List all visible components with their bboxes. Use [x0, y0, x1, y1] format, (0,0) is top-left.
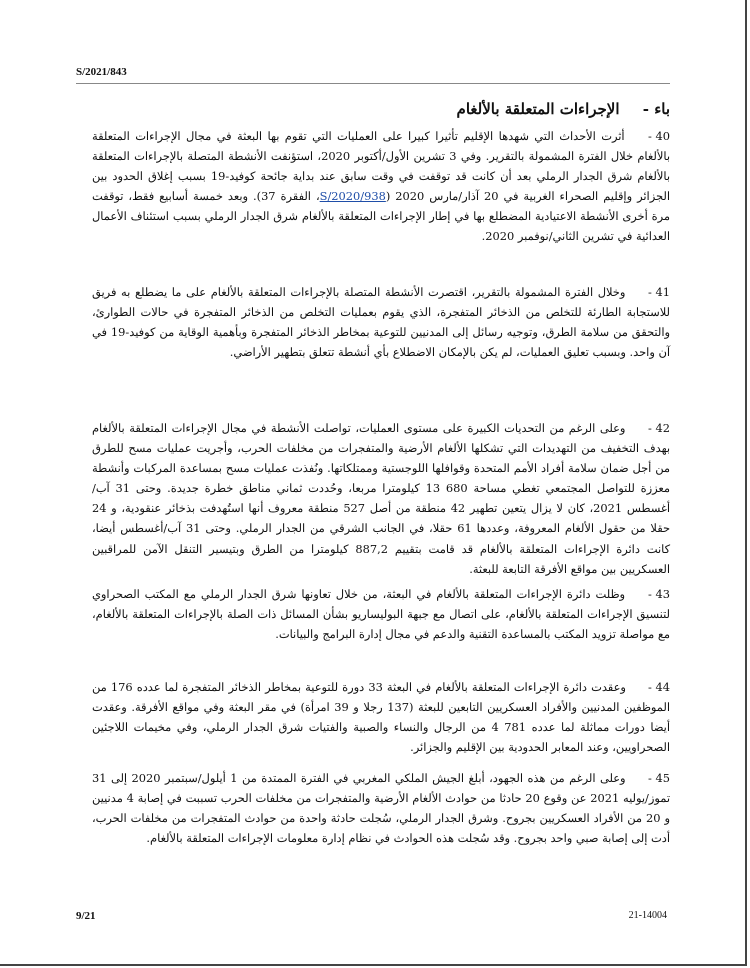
paragraph-44 — [92, 677, 670, 757]
paragraph-number: 41 - — [648, 285, 670, 299]
document-reference-link[interactable]: S/2020/938 — [319, 189, 386, 204]
paragraph-text: وظلت دائرة الإجراءات المتعلقة بالألغام في البعثة، من خلال تعاونها شرق الجدار الرملي مع المكتب الصحراوي لتنسيق الإجراءات المتعلقة بالألغام، على اتصال مع جبهة البوليساريو بشأن المسائل ذات الصلة بالإجراءات المتعلقة بالألغام، مع مواصلة تزويد المكتب بالمساعدة التقنية والدعم في مجال إدارة البرامج والبيانات. — [92, 587, 670, 642]
paragraph-number: 45 - — [648, 771, 670, 785]
paragraph-text: وعلى الرغم من هذه الجهود، أبلغ الجيش الملكي المغربي في الفترة الممتدة من 1 أيلول/سبتمبر 2020 إلى 31 تموز/يوليه 2021 عن وقوع 20 حادثا من حوادث الألغام الأرضية والمتفجرات من مخلفات الحرب تسببت في إصابة 4 مدنيين و 20 من الأفراد العسكريين بجروح. وشرق الجدار الرملي، سُجلت حادثة واحدة من حوادث المتفجرات من مخلفات الحرب، أدت إلى إصابة صبي واحد بجروح. وقد سُجلت هذه الحوادث في نظام إدارة معلومات الإجراءات المتعلقة بالألغام. — [92, 771, 671, 846]
paragraph-text: أثرت الأحداث التي شهدها الإقليم تأثيرا كبيرا على العمليات التي تقوم بها البعثة في مجال الإجراءات المتعلقة بالألغام خلال الفترة المشمولة بالتقرير. وفي 3 تشرين الأول/أكتوبر 2020، استؤنفت الأنشطة المتصلة بالإجراءات المتعلقة بالألغام شرق الجدار الرملي بعد أن كانت قد توقفت في وقت سابق عند بداية جائحة كوفيد-19 بسبب إغلاق الحدود بين الجزائر وإقليم الصحراء الغربية في 20 آذار/مارس 2020 ( — [92, 129, 670, 204]
paragraph-text-continued: ، الفقرة 37). وبعد خمسة أسابيع فقط، توقفت مرة أخرى الأنشطة الاعتيادية المضطلع بها في إطار الإجراءات المتعلقة بالألغام شرق الجدار الرملي بسبب استئناف الأعمال العدائية في تشرين الثاني/نوفمبر 2020. — [92, 189, 670, 244]
page-number: 9/21 — [76, 910, 96, 922]
paragraph-number: 44 - — [648, 680, 670, 694]
paragraph-42 — [92, 418, 670, 579]
document-code: 21-14004 — [628, 910, 667, 921]
document-symbol: S/2021/843 — [76, 66, 127, 78]
paragraph-number: 42 - — [648, 421, 671, 435]
paragraph-45 — [92, 768, 670, 848]
paragraph-40 — [92, 126, 670, 247]
header-divider — [76, 83, 670, 84]
paragraph-text: وخلال الفترة المشمولة بالتقرير، اقتصرت الأنشطة المتصلة بالإجراءات المتعلقة بالألغام على ما يضطلع به فريق للاستجابة الطارئة للتخلص من الذخائر المتفجرة، الذي يقوم بعمليات التخلص من الذخائر المتفجرة في حالات الطوارئ، والتحقق من سلامة الطرق، وتوجيه رسائل إلى المدنيين للتوعية بمخاطر الذخائر المتفجرة وبأهمية الوقاية من كوفيد-19 في آن واحد. وبسبب تعليق العمليات، لم يكن بالإمكان الاضطلاع بأي أنشطة تتعلق بتطهير الأراضي. — [92, 285, 670, 360]
paragraph-number: 40 - — [648, 129, 671, 143]
paragraph-43 — [92, 584, 670, 644]
section-heading — [76, 100, 670, 118]
paragraph-text: وعلى الرغم من التحديات الكبيرة على مستوى العمليات، تواصلت الأنشطة في مجال الإجراءات المتعلقة بالألغام بهدف التخفيف من التهديدات التي تشكلها الألغام الأرضية والمتفجرات من مخلفات الحرب، وأجريت عمليات مسح للطرق من أجل ضمان سلامة أفراد الأمم المتحدة وقوافلها اللوجستية وممتلكاتها. ونُفذت عمليات مسح بمساعدة المركبات وأنشطة معززة للتواصل المجتمعي تغطي مساحة 680 13 كيلومترا مربعا، وحُددت ثماني مناطق خطرة جديدة. وحتى 31 آب/أغسطس 2021، كان لا يزال يتعين تطهير 42 منطقة من أصل 527 منطقة معروف أنها استُهدفت بذخائر عنقودية، و 24 حقلا من حقول الألغام المعروفة، وعددها 61 حقلا، في الجانب الشرقي من الجدار الرملي. وحتى 31 آب/أغسطس أيضا، كانت دائرة الإجراءات المتعلقة بالألغام قد قامت بتقييم 887,2 كيلومترا من الطرق وبتيسير التنقل الآمن للمراقبين العسكريين بين مواقع الأفرقة التابعة للبعثة. — [92, 421, 671, 576]
section-label: باء - — [642, 100, 670, 118]
paragraph-text: وعقدت دائرة الإجراءات المتعلقة بالألغام في البعثة 33 دورة للتوعية بمخاطر الذخائر المتفجرة لما عدده 176 من الموظفين المدنيين والأفراد العسكريين التابعين للبعثة (137 رجلا و 39 امرأة) في مقر البعثة وفي مواقع الأفرقة. وعقدت أيضا دورات مماثلة لما عدده 781 4 من الرجال والنساء والصبية والفتيات شرق الجدار الرملي، وفي مخيمات اللاجئين الصحراويين، وعند المعابر الحدودية بين الإقليم والجزائر. — [92, 680, 671, 755]
paragraph-number: 43 - — [648, 587, 670, 601]
section-title: الإجراءات المتعلقة بالألغام — [456, 100, 620, 118]
paragraph-41 — [92, 282, 670, 362]
